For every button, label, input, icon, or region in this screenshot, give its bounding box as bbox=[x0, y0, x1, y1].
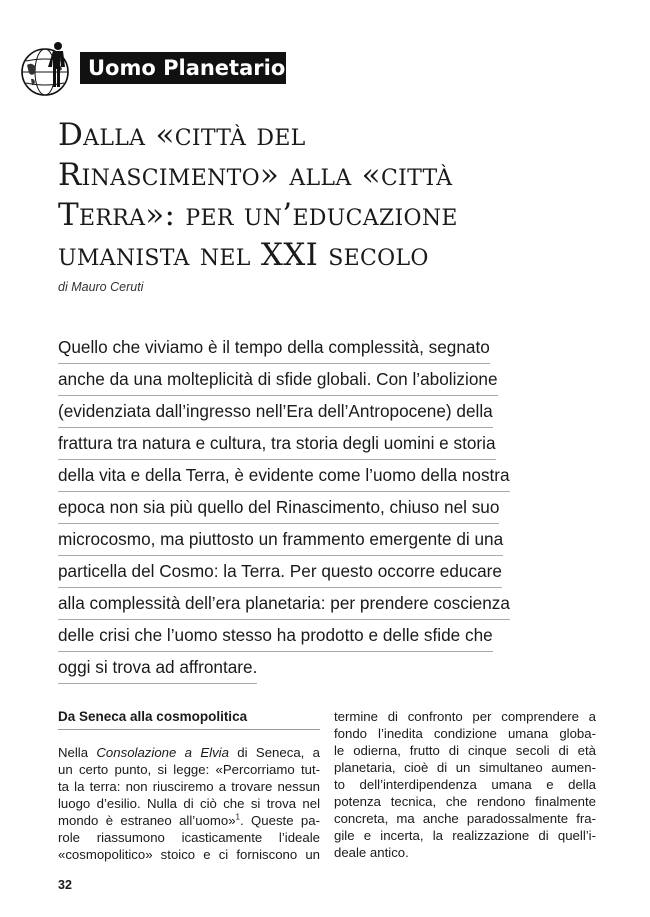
body-column-left bbox=[58, 708, 320, 863]
body-text: Nella bbox=[58, 745, 97, 760]
lead-line: anche da una molteplicità di sfide globali. Con l’abolizione bbox=[58, 364, 498, 396]
section-label: Uomo Planetario bbox=[80, 52, 286, 84]
body-line: deale antico. bbox=[334, 845, 409, 860]
body-line bbox=[58, 744, 320, 761]
title-line: Dalla «città del bbox=[58, 117, 306, 153]
body-column-right bbox=[334, 708, 596, 861]
body-line: termine di confronto per comprendere a bbox=[334, 709, 596, 724]
body-text: di Seneca, a bbox=[228, 745, 320, 760]
body-line: le odierna, frutto di cinque secoli di età bbox=[334, 743, 596, 758]
body-line: fondo l’inedita condizione umana globa- bbox=[334, 726, 596, 741]
byline: di Mauro Ceruti bbox=[58, 280, 144, 294]
globe-with-man-icon bbox=[18, 38, 74, 100]
lead-line: Quello che viviamo è il tempo della complessità, segnato bbox=[58, 332, 490, 364]
body-text: . Queste pa- bbox=[240, 813, 320, 828]
lead-line: particella del Cosmo: la Terra. Per questo occorre educare bbox=[58, 556, 502, 588]
title-line: umanista nel XXI secolo bbox=[58, 237, 429, 273]
lead-line: della vita e della Terra, è evidente come l’uomo della nostra bbox=[58, 460, 510, 492]
title-line: Rinascimento» alla «città bbox=[58, 157, 453, 193]
footnote-marker: 1 bbox=[235, 812, 240, 822]
body-line: potenza tecnica, che rendono finalmente bbox=[334, 794, 596, 809]
lead-line: microcosmo, ma piuttosto un frammento emergente di una bbox=[58, 524, 503, 556]
lead-line: epoca non sia più quello del Rinascimento, chiuso nel suo bbox=[58, 492, 499, 524]
lead-line: oggi si trova ad affrontare. bbox=[58, 652, 257, 684]
body-line: «cosmopolitico» stoico e ci forniscono un bbox=[58, 847, 320, 862]
body-line: luogo d’esilio. Nulla di ciò che si trova nel bbox=[58, 796, 320, 811]
body-line: un certo punto, si legge: «Percorriamo tut- bbox=[58, 762, 320, 777]
lead-line: (evidenziata dall’ingresso nell’Era dell’Antropocene) della bbox=[58, 396, 493, 428]
lead-paragraph bbox=[58, 332, 578, 684]
body-line: to dell’interdipendenza umana e della bbox=[334, 777, 596, 792]
body-line bbox=[58, 812, 320, 829]
book-title: Consolazione a Elvia bbox=[96, 745, 229, 760]
body-line: role riassumono icasticamente l’ideale bbox=[58, 830, 320, 845]
lead-line: frattura tra natura e cultura, tra storia degli uomini e storia bbox=[58, 428, 496, 460]
lead-line: alla complessità dell’era planetaria: per prendere coscienza bbox=[58, 588, 510, 620]
subheading: Da Seneca alla cosmopolitica bbox=[58, 708, 320, 730]
body-text: mondo è estraneo all’uomo» bbox=[58, 813, 236, 828]
page-number: 32 bbox=[58, 878, 72, 892]
title-line: Terra»: per un’educazione bbox=[58, 197, 458, 233]
body-line: planetaria, cioè di un simultaneo aumen- bbox=[334, 760, 596, 775]
lead-line: delle crisi che l’uomo stesso ha prodotto e delle sfide che bbox=[58, 620, 493, 652]
body-line: concreta, ma anche paradossalmente fra- bbox=[334, 811, 596, 826]
article-title bbox=[58, 115, 618, 275]
body-line: gile e incerta, la realizzazione di quell’i- bbox=[334, 828, 596, 843]
body-line: ta la terra: non riusciremo a trovare nessun bbox=[58, 779, 320, 794]
